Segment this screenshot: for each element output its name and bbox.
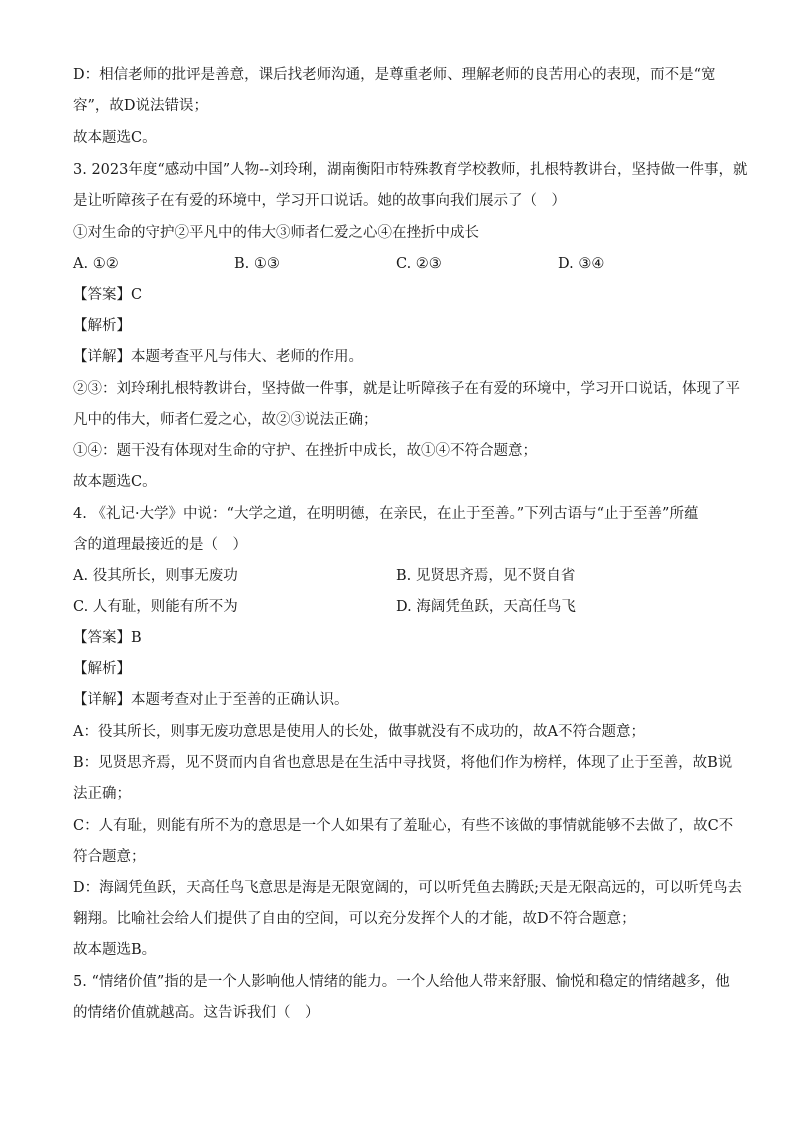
q3-option-a: A. ①②: [73, 256, 119, 272]
q4-option-a: A. 役其所长，则事无废功: [73, 568, 238, 584]
question-3-stem: 是让听障孩子在有爱的环境中，学习开口说话。她的故事向我们展示了（ ）: [73, 193, 566, 209]
detail-text: 符合题意；: [73, 849, 146, 865]
question-5-stem: 的情绪价值就越高。这告诉我们（ ）: [73, 1005, 320, 1021]
detail-text: 翱翔。比喻社会给人们提供了自由的空间，可以充分发挥个人的才能，故D不符合题意；: [73, 911, 636, 927]
detail-text: 故本题选C。: [73, 474, 157, 490]
q3-option-c: C. ②③: [396, 256, 442, 272]
q4-option-b: B. 见贤思齐焉，见不贤自省: [396, 568, 576, 584]
question-3-statements: ①对生命的守护②平凡中的伟大③师者仁爱之心④在挫折中成长: [73, 225, 479, 241]
detail-text: 法正确；: [73, 786, 131, 802]
detail-text: 【详解】本题考查平凡与伟大、老师的作用。: [73, 349, 363, 365]
detail-text: 故本题选B。: [73, 942, 157, 958]
analysis-label: 【解析】: [73, 661, 131, 677]
text-line: 容”，故D说法错误；: [73, 98, 209, 114]
q4-option-c: C. 人有耻，则能有所不为: [73, 599, 238, 615]
question-4-stem: 含的道理最接近的是（ ）: [73, 537, 247, 553]
detail-text: ①④：题干没有体现对生命的守护、在挫折中成长，故①④不符合题意；: [73, 443, 537, 459]
q3-option-d: D. ③④: [558, 256, 605, 272]
detail-text: 【详解】本题考查对止于至善的正确认识。: [73, 692, 349, 708]
q4-option-d: D. 海阔凭鱼跃，天高任鸟飞: [396, 599, 576, 615]
text-line: D：相信老师的批评是善意，课后找老师沟通，是尊重老师、理解老师的良苦用心的表现，而不是“宽: [73, 67, 716, 83]
answer-label: 【答案】B: [73, 630, 142, 646]
detail-text: ②③：刘玲琍扎根特教讲台，坚持做一件事，就是让听障孩子在有爱的环境中，学习开口说话，体现了平: [73, 381, 740, 397]
answer-label: 【答案】C: [73, 287, 143, 303]
detail-text: B：见贤思齐焉，见不贤而内自省也意思是在生活中寻找贤，将他们作为榜样，体现了止于至善，故B说: [73, 755, 733, 771]
q3-option-b: B. ①③: [234, 256, 280, 272]
question-3-stem: 3. 2023年度“感动中国”人物--刘玲琍，湖南衡阳市特殊教育学校教师，扎根特教讲台，坚持做一件事，就: [73, 162, 748, 178]
detail-text: C：人有耻，则能有所不为的意思是一个人如果有了羞耻心，有些不该做的事情就能够不去做了，故C不: [73, 818, 734, 834]
detail-text: D：海阔凭鱼跃，天高任鸟飞意思是海是无限宽阔的，可以听凭鱼去腾跃;天是无限高远的，可以听凭鸟去: [73, 880, 743, 896]
text-line: 故本题选C。: [73, 130, 157, 146]
detail-text: A：役其所长，则事无废功意思是使用人的长处，做事就没有不成功的，故A不符合题意；: [73, 724, 645, 740]
question-4-stem: 4. 《礼记·大学》中说：“大学之道，在明明德，在亲民，在止于至善。”下列古语与“止于至善”所蕴: [73, 506, 699, 522]
question-5-stem: 5. “情绪价值”指的是一个人影响他人情绪的能力。一个人给他人带来舒服、愉悦和稳定的情绪越多，他: [73, 974, 730, 990]
detail-text: 凡中的伟大，师者仁爱之心，故②③说法正确；: [73, 412, 378, 428]
analysis-label: 【解析】: [73, 318, 131, 334]
